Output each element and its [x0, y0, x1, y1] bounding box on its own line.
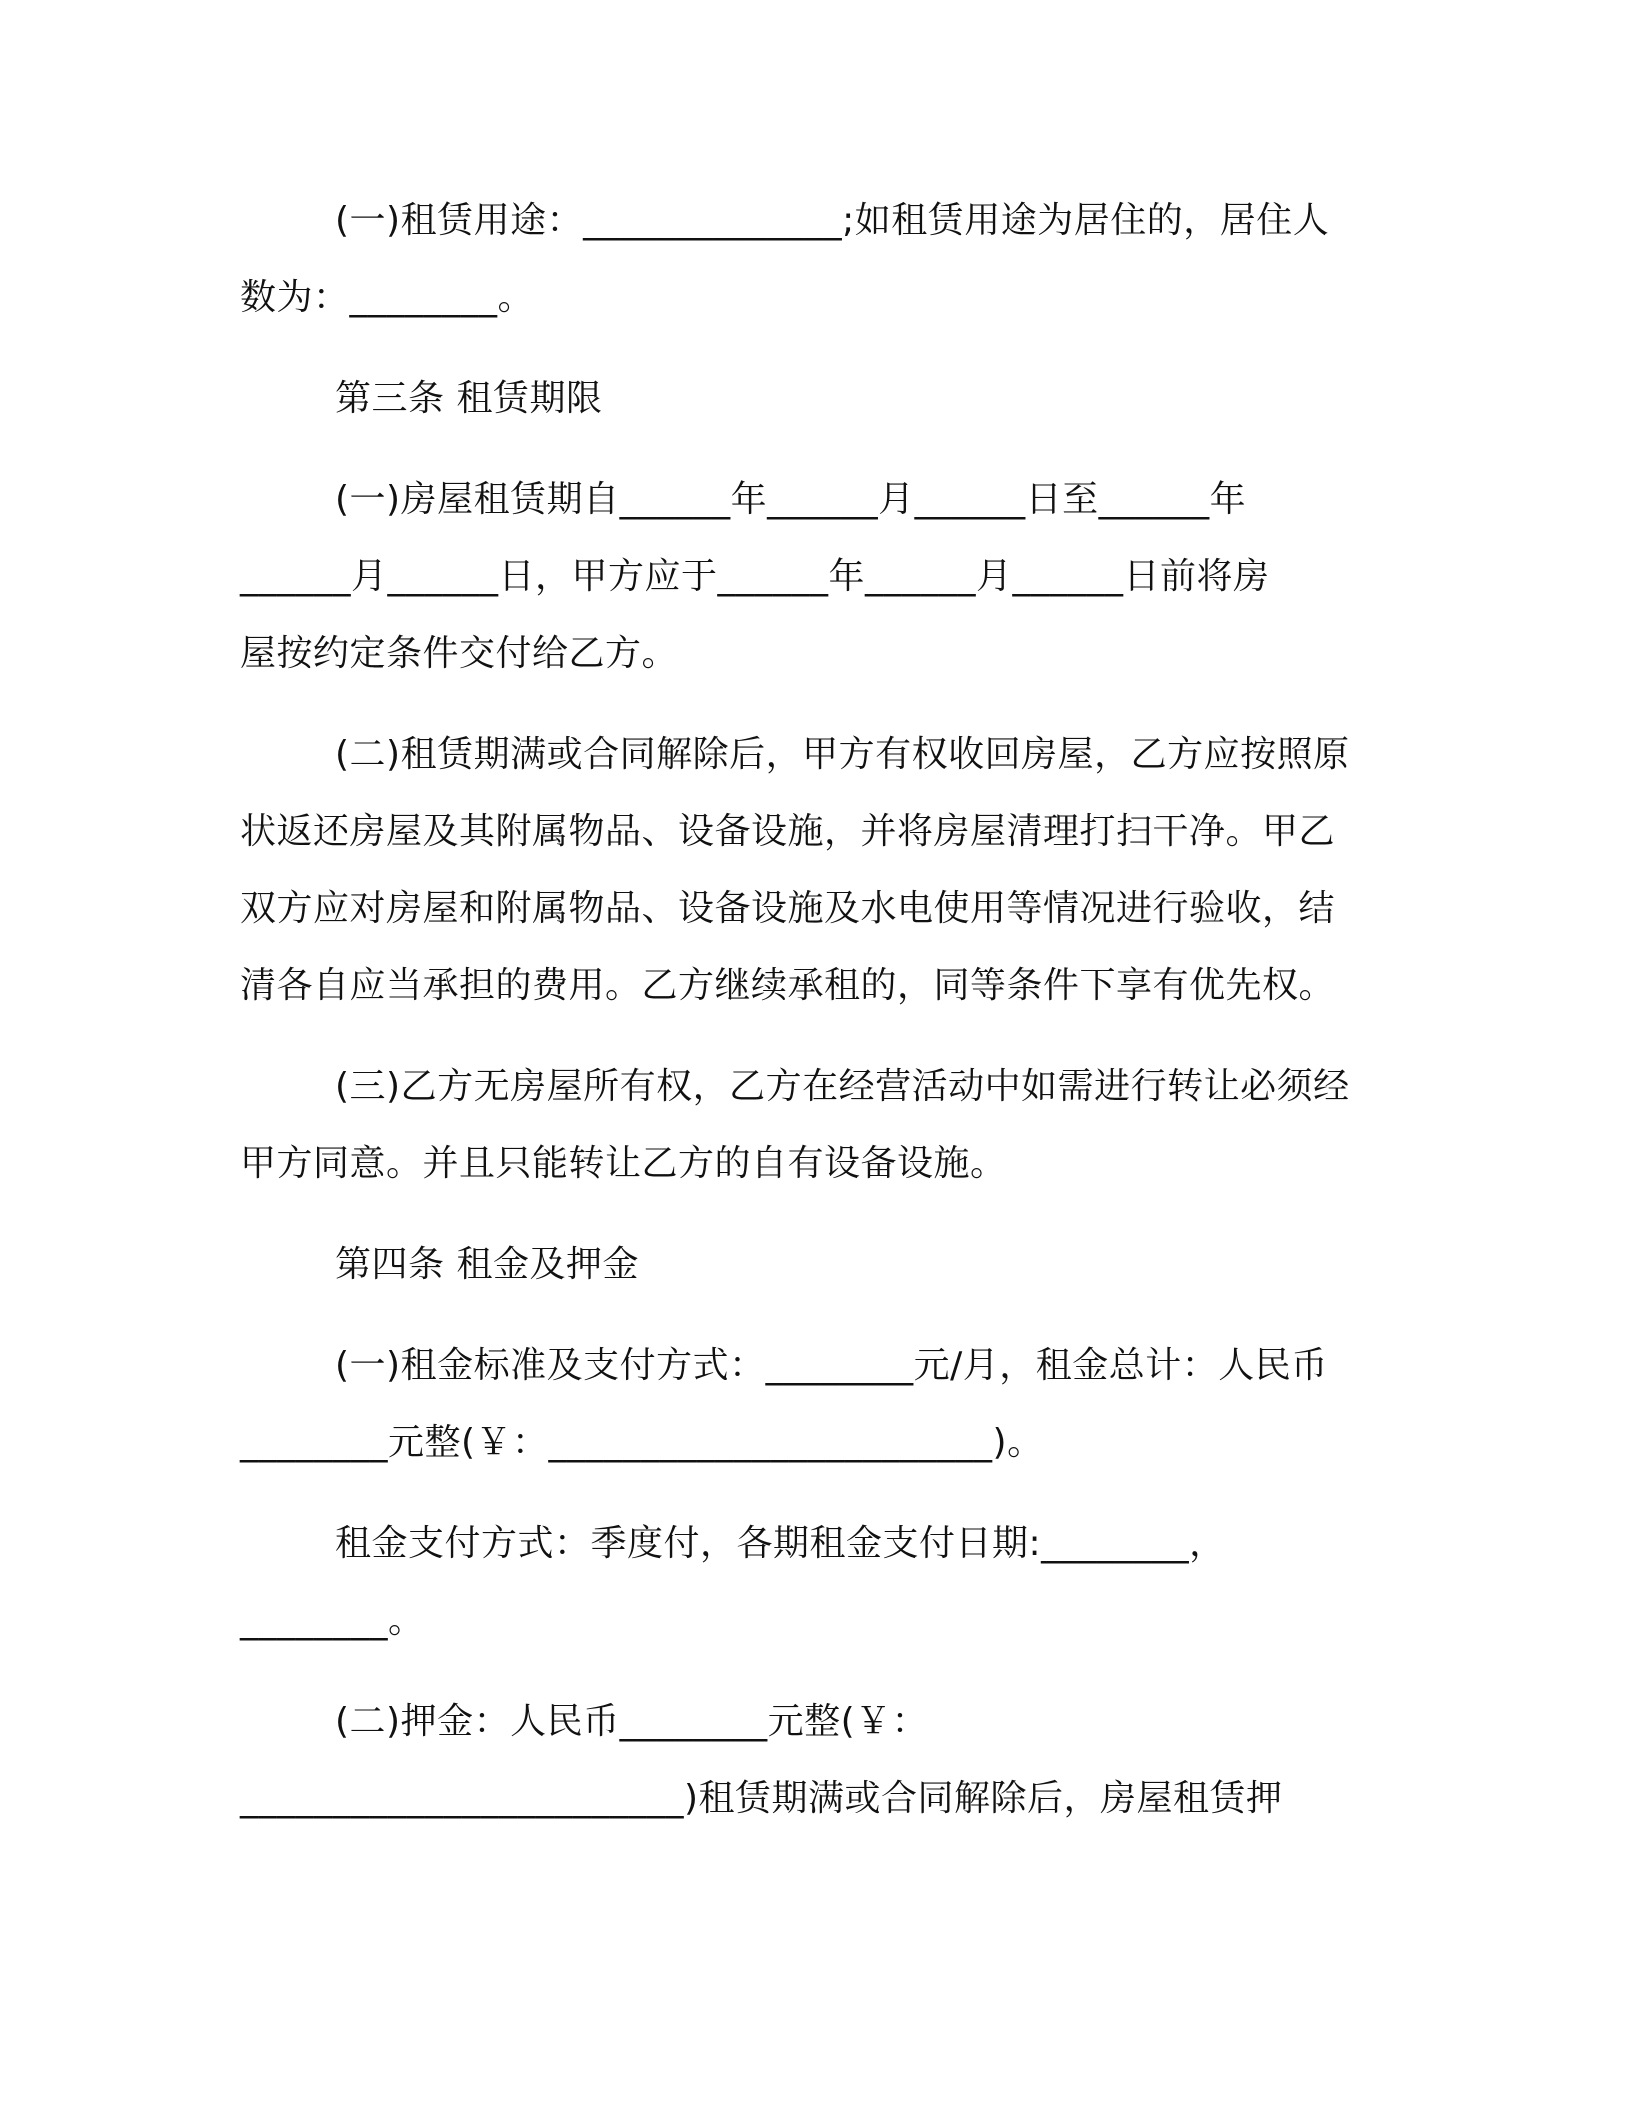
- clause-4-2-line-2: ________________________)租赁期满或合同解除后，房屋租赁押: [240, 1778, 1283, 1819]
- article-4-heading: 第四条 租金及押金: [335, 1244, 639, 1285]
- clause-3-3-line-2: 甲方同意。并且只能转让乙方的自有设备设施。: [240, 1143, 1007, 1184]
- clause-3-1-line-1: (一)房屋租赁期自______年______月______日至______年: [335, 479, 1247, 520]
- clause-4-1-line-1: (一)租金标准及支付方式：________元/月，租金总计：人民币: [335, 1345, 1328, 1386]
- clause-3-2-line-2: 状返还房屋及其附属物品、设备设施，并将房屋清理打扫干净。甲乙: [240, 811, 1336, 852]
- clause-3-2-line-4: 清各自应当承担的费用。乙方继续承租的，同等条件下享有优先权。: [240, 965, 1336, 1006]
- clause-3-1-line-2: ______月______日，甲方应于______年______月______日前将房: [240, 556, 1270, 597]
- clause-3-2-line-3: 双方应对房屋和附属物品、设备设施及水电使用等情况进行验收，结: [240, 888, 1336, 929]
- article-3-heading: 第三条 租赁期限: [335, 378, 603, 419]
- clause-4-2-line-1: (二)押金：人民币________元整(￥：: [335, 1701, 929, 1742]
- rent-payment-line-2: ________。: [240, 1600, 425, 1641]
- clause-2-1-line-1: (一)租赁用途：______________;如租赁用途为居住的，居住人: [335, 200, 1330, 241]
- clause-3-1-line-3: 屋按约定条件交付给乙方。: [240, 633, 679, 674]
- clause-3-2-line-1: (二)租赁期满或合同解除后，甲方有权收回房屋，乙方应按照原: [335, 734, 1350, 775]
- rent-payment-line-1: 租金支付方式：季度付，各期租金支付日期:________，: [335, 1523, 1226, 1564]
- clause-2-1-line-2: 数为：________。: [240, 277, 535, 318]
- clause-3-3-line-1: (三)乙方无房屋所有权，乙方在经营活动中如需进行转让必须经: [335, 1066, 1350, 1107]
- clause-4-1-line-2: ________元整(￥：________________________)。: [240, 1422, 1044, 1463]
